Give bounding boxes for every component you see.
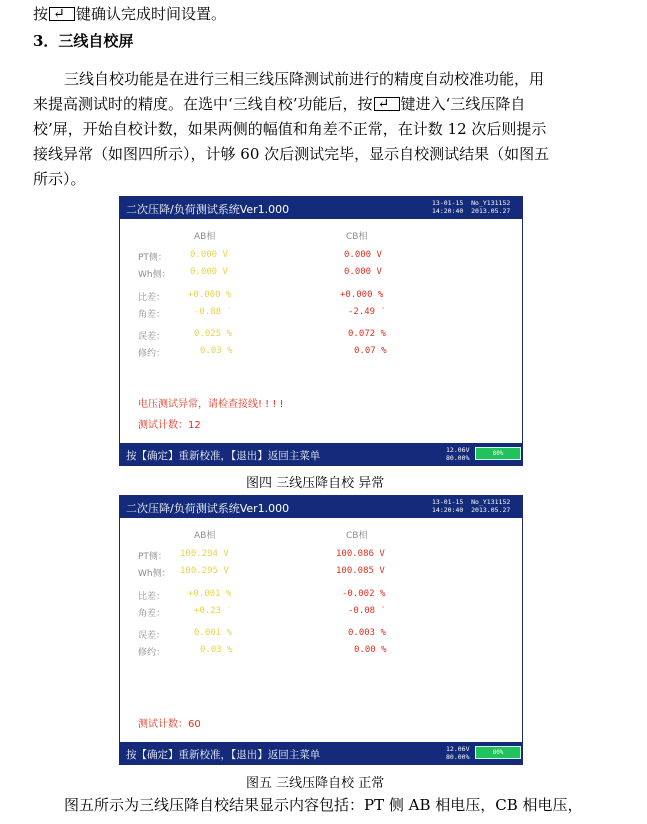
row-label: 修约： (138, 648, 166, 658)
column-header-cb: CB相 (346, 232, 368, 242)
row-label: 修约： (138, 349, 166, 359)
column-header-ab: AB相 (194, 531, 216, 541)
enter-key-icon (374, 97, 400, 111)
section-heading: 3．三线自校屏 (33, 32, 134, 50)
row-label: PT侧： (138, 552, 167, 562)
doc-line-1: 按↵ 键确认完成时间设置。 (33, 4, 226, 24)
ab-value: +0.23 ′ (194, 606, 232, 616)
cb-value: 0.000 V (344, 250, 382, 260)
screen-title: 二次压降/负荷测试系统Ver1.000 (126, 203, 290, 216)
test-count: 测试计数：60 (138, 719, 201, 730)
cb-value: -0.08 ′ (348, 606, 386, 616)
ab-value: 100.294 V (180, 549, 229, 559)
ab-value: 0.03 % (200, 645, 233, 655)
row-label: 比差： (138, 592, 166, 602)
paragraph-line-1: 三线自校功能是在进行三相三线压降测试前进行的精度自动校准功能，用 (64, 70, 545, 88)
paragraph-line-5: 所示）。 (33, 170, 86, 188)
key-hint: 按【确定】重新校准，【退出】返回主菜单 (126, 749, 321, 761)
row-label: 误差： (138, 332, 166, 342)
screen-info: 13-01-15 No_Y131152 14:20:40 2013.05.27 (432, 199, 511, 215)
ab-value: 0.000 V (190, 250, 228, 260)
row-label: Wh侧： (138, 270, 171, 280)
figure-caption-5: 图五 三线压降自校 正常 (246, 776, 385, 791)
row-label: 误差： (138, 631, 166, 641)
row-label: 比差： (138, 293, 166, 303)
battery-icon: 80% (475, 746, 521, 759)
column-header-ab: AB相 (194, 232, 216, 242)
paragraph-line-3: 校’屏，开始自校计数，如果两侧的幅值和角差不正常，在计数 12 次后则提示 (33, 120, 547, 138)
cb-value: 100.086 V (336, 549, 385, 559)
cb-value: +0.000 % (340, 290, 384, 300)
row-label: PT侧： (138, 253, 167, 263)
ab-value: 0.03 % (200, 346, 233, 356)
screen-info: 13-01-15 No_Y131152 14:20:40 2013.05.27 (432, 498, 511, 514)
cb-value: 0.000 V (344, 267, 382, 277)
paragraph-line-4: 接线异常（如图四所示），计够 60 次后测试完毕，显示自校测试结果（如图五 (33, 145, 550, 163)
screen-title-bar (120, 496, 522, 518)
wiring-warning: 电压测试异常，请检查接线! ! ! ! (138, 399, 284, 410)
ab-value: 0.025 % (194, 329, 232, 339)
cb-value: 0.072 % (348, 329, 386, 339)
key-hint: 按【确定】重新校准，【退出】返回主菜单 (126, 450, 321, 462)
ab-value: 0.001 % (194, 628, 232, 638)
screen-status-bar (120, 742, 522, 764)
paragraph-last-line: 图五所示为三线压降自校结果显示内容包括：PT 侧 AB 相电压，CB 相电压， (64, 796, 583, 814)
ab-value: -0.88 ′ (194, 307, 232, 317)
test-count: 测试计数：12 (138, 420, 201, 431)
row-label: 角差： (138, 310, 166, 320)
enter-key-icon (49, 7, 75, 21)
ab-value: +0.000 % (188, 290, 232, 300)
voltage-readout: 12.06V 80.00% (446, 446, 470, 462)
column-header-cb: CB相 (346, 531, 368, 541)
cb-value: 0.003 % (348, 628, 386, 638)
device-screen-normal (119, 495, 523, 765)
cb-value: -0.002 % (342, 589, 386, 599)
cb-value: 0.00 % (354, 645, 387, 655)
row-label: Wh侧： (138, 569, 171, 579)
ab-value: 100.295 V (180, 566, 229, 576)
row-label: 角差： (138, 609, 166, 619)
screen-title: 二次压降/负荷测试系统Ver1.000 (126, 502, 290, 515)
ab-value: +0.001 % (188, 589, 232, 599)
screen-body (120, 518, 522, 742)
battery-icon: 80% (475, 447, 521, 460)
screen-body (120, 219, 522, 443)
screen-title-bar (120, 197, 522, 219)
voltage-readout: 12.06V 80.00% (446, 745, 470, 761)
device-screen-abnormal (119, 196, 523, 466)
figure-caption-4: 图四 三线压降自校 异常 (246, 476, 385, 491)
screen-status-bar (120, 443, 522, 465)
cb-value: 0.07 % (354, 346, 387, 356)
ab-value: 0.000 V (190, 267, 228, 277)
paragraph-line-2: 来提高测试时的精度。在选中‘三线自校’功能后，按↵ 键进入‘三线压降自 (33, 94, 525, 114)
cb-value: 100.085 V (336, 566, 385, 576)
cb-value: -2.49 ′ (348, 307, 386, 317)
